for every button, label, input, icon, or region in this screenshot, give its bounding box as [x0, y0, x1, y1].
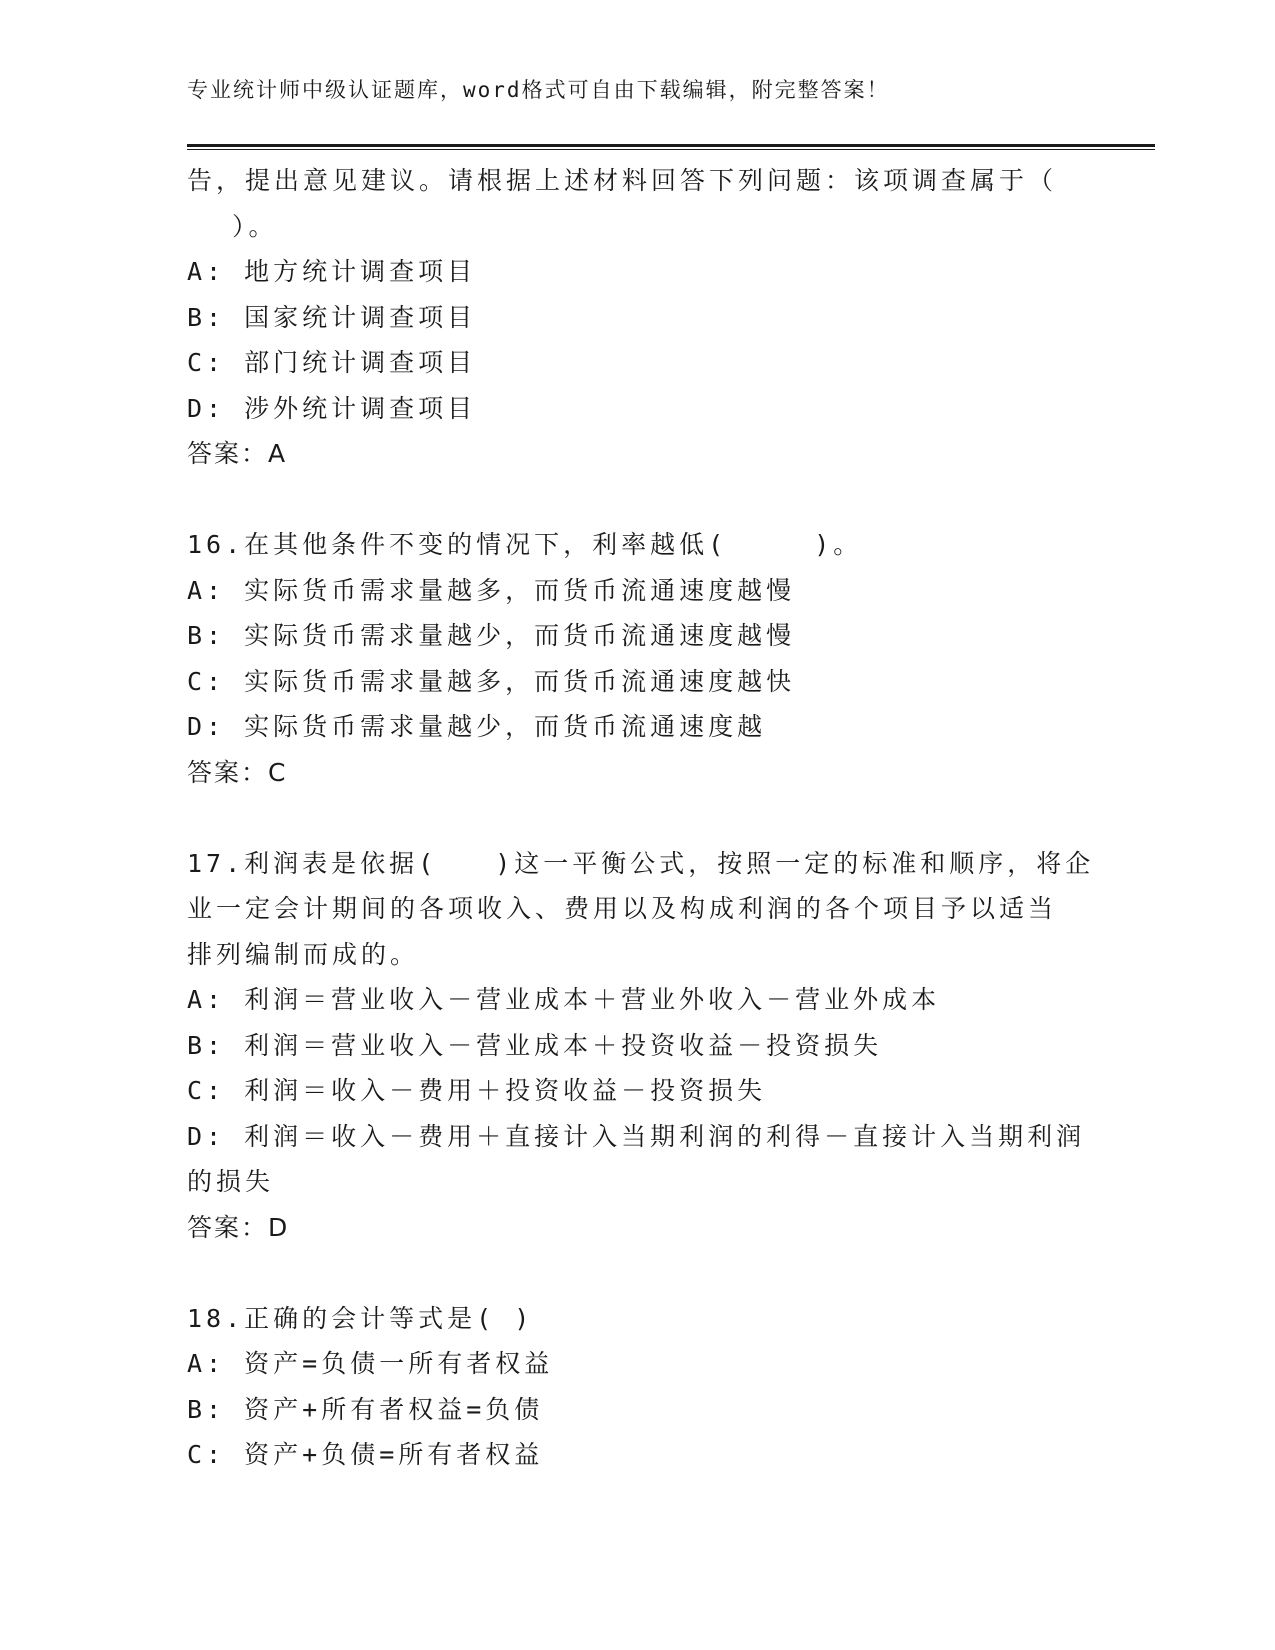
question-15	[187, 158, 1087, 477]
document-body	[187, 158, 1095, 1478]
answer-line: 答案：A	[187, 439, 288, 468]
option-d: D: 利润＝收入－费用＋直接计入当期利润的利得－直接计入当期利润	[187, 1121, 1086, 1151]
option-a: A: 利润＝营业收入－营业成本＋营业外收入－营业外成本	[187, 985, 941, 1014]
answer-line: 答案：D	[187, 1212, 290, 1242]
question-stem-line: 16.在其他条件不变的情况下，利率越低( )。	[187, 530, 863, 559]
question-stem-line: 18.正确的会计等式是( )	[187, 1303, 534, 1333]
question-17	[187, 841, 1095, 1251]
question-16	[187, 522, 1087, 796]
option-c: C: 部门统计调查项目	[187, 348, 477, 377]
answer-line: 答案：C	[187, 757, 288, 787]
option-c: C: 利润＝收入－费用＋投资收益－投资损失	[187, 1076, 767, 1105]
option-b: B: 实际货币需求量越少，而货币流通速度越慢	[187, 621, 796, 650]
question-stem-line: 17.利润表是依据( )这一平衡公式，按照一定的标准和顺序，将企	[187, 848, 1095, 878]
option-b: B: 资产+所有者权益=负债	[187, 1394, 544, 1424]
question-18	[187, 1296, 1087, 1478]
question-stem-line: 业一定会计期间的各项收入、费用以及构成利润的各个项目予以适当	[187, 894, 1058, 923]
header-divider	[187, 144, 1155, 150]
page-header: 专业统计师中级认证题库，word格式可自由下载编辑，附完整答案！	[187, 78, 890, 102]
question-stem-line: 排列编制而成的。	[187, 939, 420, 969]
spacer	[187, 796, 1087, 841]
option-b: B: 利润＝营业收入－营业成本＋投资收益－投资损失	[187, 1030, 883, 1060]
option-d-continued: 的损失	[187, 1167, 275, 1196]
question-stem-line: 告，提出意见建议。请根据上述材料回答下列问题：该项调查属于（	[187, 166, 1058, 195]
option-a: A: 资产=负债一所有者权益	[187, 1349, 554, 1378]
option-d: D: 实际货币需求量越少，而货币流通速度越	[187, 712, 767, 741]
spacer	[187, 1251, 1087, 1296]
option-a: A: 实际货币需求量越多，而货币流通速度越慢	[187, 575, 796, 605]
option-c: C: 资产+负债=所有者权益	[187, 1440, 544, 1469]
option-a: A: 地方统计调查项目	[187, 257, 477, 286]
spacer	[187, 477, 1087, 522]
question-stem-line: ）。	[232, 211, 278, 241]
option-b: B: 国家统计调查项目	[187, 302, 477, 332]
option-c: C: 实际货币需求量越多，而货币流通速度越快	[187, 666, 796, 696]
option-d: D: 涉外统计调查项目	[187, 393, 477, 423]
